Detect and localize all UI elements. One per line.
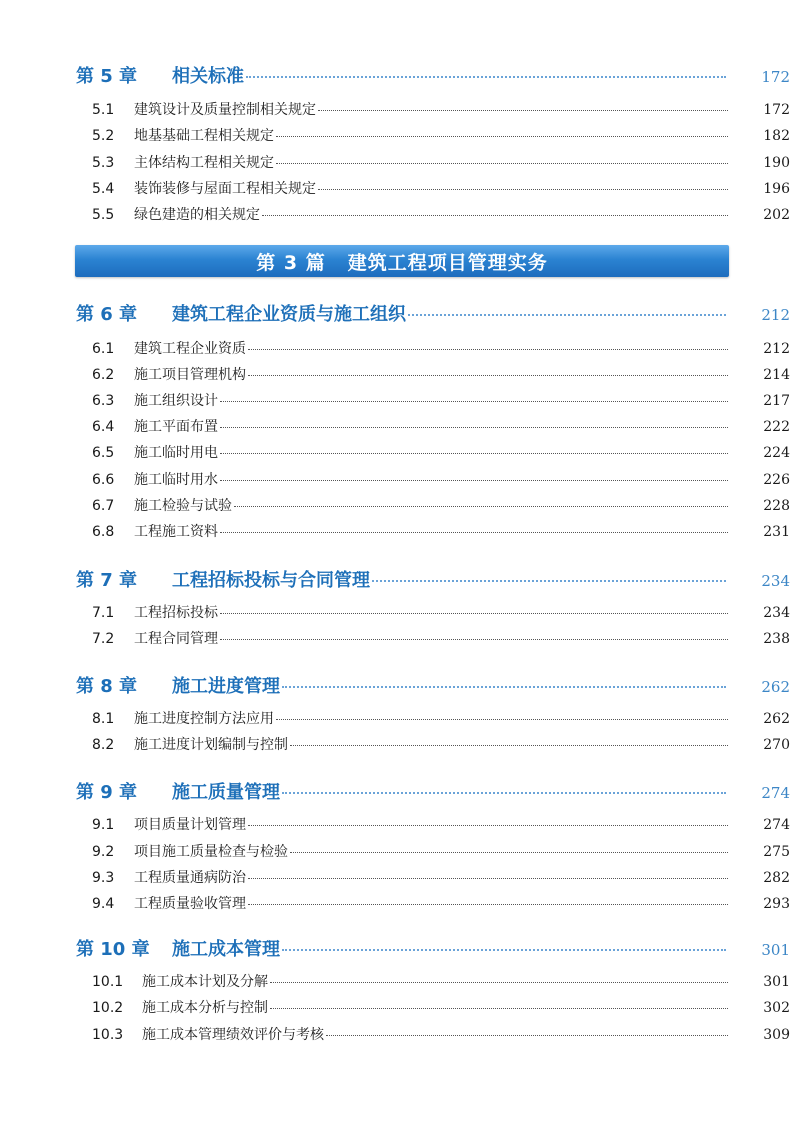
toc-section-entry[interactable] xyxy=(0,442,790,462)
dot-leader xyxy=(220,401,728,402)
dot-leader xyxy=(276,136,728,137)
section-title: 施工成本计划及分解 xyxy=(142,974,268,990)
section-title: 建筑工程企业资质 xyxy=(134,341,246,357)
page-number: 234 xyxy=(761,572,790,590)
section-number: 6.8 xyxy=(92,524,115,540)
toc-section-entry[interactable] xyxy=(0,99,790,119)
dot-leader xyxy=(372,580,726,582)
section-title: 施工进度控制方法应用 xyxy=(134,711,274,727)
page-number: 182 xyxy=(763,128,790,144)
section-title: 施工检验与试验 xyxy=(134,498,232,514)
section-title: 施工项目管理机构 xyxy=(134,367,246,383)
part-title: 建筑工程项目管理实务 xyxy=(347,251,548,274)
dot-leader xyxy=(234,506,728,507)
toc-chapter-entry[interactable] xyxy=(0,300,790,326)
toc-section-entry[interactable] xyxy=(0,708,790,728)
section-title: 施工平面布置 xyxy=(134,419,218,435)
section-title: 施工进度计划编制与控制 xyxy=(134,737,288,753)
toc-section-entry[interactable] xyxy=(0,867,790,887)
chapter-number: 第 10 章 xyxy=(76,939,150,960)
dot-leader xyxy=(262,215,728,216)
section-number: 7.1 xyxy=(92,605,115,621)
dot-leader xyxy=(246,76,726,78)
section-title: 主体结构工程相关规定 xyxy=(134,155,274,171)
toc-section-entry[interactable] xyxy=(0,971,790,991)
toc-section-entry[interactable] xyxy=(0,125,790,145)
dot-leader xyxy=(248,878,728,879)
page-number: 222 xyxy=(763,419,790,435)
section-number: 9.1 xyxy=(92,817,115,833)
page-number: 172 xyxy=(761,68,790,86)
chapter-number: 第 9 章 xyxy=(76,782,138,803)
page-number: 309 xyxy=(763,1027,790,1043)
chapter-title: 建筑工程企业资质与施工组织 xyxy=(172,304,406,325)
page-number: 262 xyxy=(761,678,790,696)
toc-section-entry[interactable] xyxy=(0,521,790,541)
section-number: 5.3 xyxy=(92,155,115,171)
section-title: 工程质量验收管理 xyxy=(134,896,246,912)
dot-leader xyxy=(290,852,728,853)
toc-section-entry[interactable] xyxy=(0,469,790,489)
dot-leader xyxy=(282,949,726,951)
toc-section-entry[interactable] xyxy=(0,338,790,358)
section-title: 绿色建造的相关规定 xyxy=(134,207,260,223)
section-title: 项目质量计划管理 xyxy=(134,817,246,833)
page-number: 234 xyxy=(763,605,790,621)
dot-leader xyxy=(220,613,728,614)
section-number: 10.1 xyxy=(92,974,124,990)
dot-leader xyxy=(276,163,728,164)
section-number: 5.5 xyxy=(92,207,115,223)
section-title: 工程施工资料 xyxy=(134,524,218,540)
section-number: 7.2 xyxy=(92,631,115,647)
section-title: 地基基础工程相关规定 xyxy=(134,128,274,144)
section-title: 项目施工质量检查与检验 xyxy=(134,844,288,860)
section-number: 5.2 xyxy=(92,128,115,144)
chapter-title: 工程招标投标与合同管理 xyxy=(172,570,370,591)
section-number: 9.2 xyxy=(92,844,115,860)
section-number: 6.7 xyxy=(92,498,115,514)
section-number: 6.1 xyxy=(92,341,115,357)
toc-section-entry[interactable] xyxy=(0,814,790,834)
section-title: 施工成本管理绩效评价与考核 xyxy=(142,1027,324,1043)
dot-leader xyxy=(220,427,728,428)
page-number: 212 xyxy=(761,306,790,324)
toc-section-entry[interactable] xyxy=(0,178,790,198)
chapter-title: 施工质量管理 xyxy=(172,782,280,803)
section-number: 8.2 xyxy=(92,737,115,753)
page-number: 231 xyxy=(763,524,790,540)
section-number: 5.4 xyxy=(92,181,115,197)
toc-section-entry[interactable] xyxy=(0,152,790,172)
toc-section-entry[interactable] xyxy=(0,204,790,224)
page-number: 238 xyxy=(763,631,790,647)
dot-leader xyxy=(220,639,728,640)
dot-leader xyxy=(248,375,728,376)
page-number: 301 xyxy=(761,941,790,959)
chapter-number: 第 6 章 xyxy=(76,304,138,325)
toc-section-entry[interactable] xyxy=(0,997,790,1017)
chapter-title: 施工成本管理 xyxy=(172,939,280,960)
page-number: 274 xyxy=(761,784,790,802)
toc-section-entry[interactable] xyxy=(0,734,790,754)
toc-section-entry[interactable] xyxy=(0,602,790,622)
toc-chapter-entry[interactable] xyxy=(0,62,790,88)
section-number: 6.3 xyxy=(92,393,115,409)
section-number: 6.5 xyxy=(92,445,115,461)
section-number: 8.1 xyxy=(92,711,115,727)
page-number: 275 xyxy=(763,844,790,860)
page-number: 282 xyxy=(763,870,790,886)
toc-section-entry[interactable] xyxy=(0,841,790,861)
dot-leader xyxy=(276,719,728,720)
dot-leader xyxy=(248,904,728,905)
page-number: 212 xyxy=(763,341,790,357)
chapter-title: 相关标准 xyxy=(172,66,244,87)
section-number: 10.2 xyxy=(92,1000,124,1016)
section-title: 施工成本分析与控制 xyxy=(142,1000,268,1016)
dot-leader xyxy=(290,745,728,746)
chapter-title: 施工进度管理 xyxy=(172,676,280,697)
toc-chapter-entry[interactable] xyxy=(0,778,790,804)
section-title: 装饰装修与屋面工程相关规定 xyxy=(134,181,316,197)
section-number: 5.1 xyxy=(92,102,115,118)
toc-section-entry[interactable] xyxy=(0,390,790,410)
page-number: 202 xyxy=(763,207,790,223)
dot-leader xyxy=(326,1035,728,1036)
dot-leader xyxy=(318,110,728,111)
toc-chapter-entry[interactable] xyxy=(0,935,790,961)
page-number: 217 xyxy=(763,393,790,409)
part-banner xyxy=(75,245,729,277)
toc-chapter-entry[interactable] xyxy=(0,566,790,592)
section-number: 6.2 xyxy=(92,367,115,383)
page-number: 190 xyxy=(763,155,790,171)
section-number: 6.4 xyxy=(92,419,115,435)
dot-leader xyxy=(282,792,726,794)
chapter-number: 第 7 章 xyxy=(76,570,138,591)
page-number: 228 xyxy=(763,498,790,514)
section-title: 施工临时用水 xyxy=(134,472,218,488)
dot-leader xyxy=(220,532,728,533)
section-title: 工程合同管理 xyxy=(134,631,218,647)
toc-section-entry[interactable] xyxy=(0,416,790,436)
dot-leader xyxy=(248,825,728,826)
chapter-number: 第 8 章 xyxy=(76,676,138,697)
section-title: 建筑设计及质量控制相关规定 xyxy=(134,102,316,118)
toc-section-entry[interactable] xyxy=(0,364,790,384)
section-title: 施工组织设计 xyxy=(134,393,218,409)
section-number: 6.6 xyxy=(92,472,115,488)
dot-leader xyxy=(282,686,726,688)
section-number: 9.3 xyxy=(92,870,115,886)
page-number: 224 xyxy=(763,445,790,461)
page-number: 262 xyxy=(763,711,790,727)
section-title: 工程招标投标 xyxy=(134,605,218,621)
section-title: 施工临时用电 xyxy=(134,445,218,461)
section-number: 10.3 xyxy=(92,1027,124,1043)
toc-section-entry[interactable] xyxy=(0,1024,790,1044)
page-number: 196 xyxy=(763,181,790,197)
page-number: 274 xyxy=(763,817,790,833)
page-number: 270 xyxy=(763,737,790,753)
page-number: 301 xyxy=(763,974,790,990)
toc-section-entry[interactable] xyxy=(0,628,790,648)
page-number: 172 xyxy=(763,102,790,118)
page-number: 293 xyxy=(763,896,790,912)
dot-leader xyxy=(408,314,726,316)
dot-leader xyxy=(220,453,728,454)
dot-leader xyxy=(270,1008,728,1009)
toc-section-entry[interactable] xyxy=(0,893,790,913)
dot-leader xyxy=(248,349,728,350)
dot-leader xyxy=(318,189,728,190)
page-number: 302 xyxy=(763,1000,790,1016)
page-number: 214 xyxy=(763,367,790,383)
toc-chapter-entry[interactable] xyxy=(0,672,790,698)
part-number: 第 3 篇 xyxy=(256,251,326,274)
toc-section-entry[interactable] xyxy=(0,495,790,515)
chapter-number: 第 5 章 xyxy=(76,66,138,87)
section-number: 9.4 xyxy=(92,896,115,912)
dot-leader xyxy=(220,480,728,481)
page-number: 226 xyxy=(763,472,790,488)
dot-leader xyxy=(270,982,728,983)
section-title: 工程质量通病防治 xyxy=(134,870,246,886)
